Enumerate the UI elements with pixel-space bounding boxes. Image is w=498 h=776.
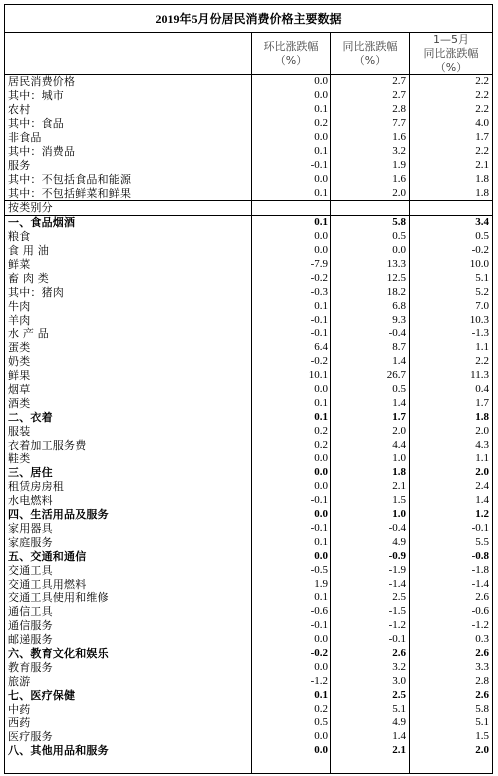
row-ytd-value: 0.3 [475, 633, 489, 646]
table-row [5, 244, 492, 258]
row-yoy-value: 5.8 [392, 216, 406, 229]
row-label: 鲜菜 [8, 258, 31, 272]
header-mom-line2: （%） [274, 53, 308, 67]
table-row [5, 452, 492, 466]
row-ytd-value: 10.3 [469, 313, 489, 326]
row-label: 服装 [8, 424, 31, 438]
row-yoy-value: 1.9 [392, 158, 406, 171]
row-mom-value: 0.0 [314, 131, 328, 143]
table-row [5, 299, 492, 313]
row-label: 鲜果 [8, 369, 31, 383]
table-row [5, 285, 492, 299]
row-label: 交通工具 [8, 563, 53, 577]
row-label: 七、医疗保健 [8, 688, 76, 702]
table-row [5, 144, 492, 158]
row-yoy-value: -0.4 [388, 521, 406, 534]
row-label: 通信工具 [8, 605, 53, 619]
row-label: 教育服务 [8, 660, 53, 674]
row-mom-value: -0.1 [310, 313, 328, 326]
row-mom-value: 0.0 [314, 633, 328, 646]
row-label: 蛋类 [8, 341, 31, 355]
row-label: 农村 [8, 103, 31, 117]
row-yoy-value: -0.4 [388, 327, 406, 340]
row-mom-value: -0.1 [310, 158, 328, 171]
row-mom-value: 0.0 [314, 172, 328, 185]
row-mom-value: -1.2 [310, 674, 328, 687]
row-yoy-value: 0.5 [392, 383, 406, 396]
table-row [5, 186, 492, 200]
row-ytd-value: 5.1 [475, 271, 489, 284]
row-ytd-value: 1.1 [475, 452, 489, 465]
table-row [5, 716, 492, 730]
row-label: 通信服务 [8, 619, 53, 633]
row-mom-value: -0.1 [310, 494, 328, 507]
row-label: 羊肉 [8, 313, 31, 327]
row-mom-value: -0.1 [310, 521, 328, 534]
row-label: 非食品 [8, 131, 42, 144]
row-yoy-value: 1.6 [392, 172, 406, 185]
row-mom-value: 0.2 [314, 424, 328, 437]
row-ytd-value: 1.7 [475, 396, 489, 409]
row-ytd-value: 5.5 [475, 535, 489, 548]
row-ytd-value: -1.3 [471, 327, 489, 340]
row-ytd-value: 2.0 [475, 744, 489, 757]
row-mom-value: 0.1 [314, 688, 328, 701]
row-ytd-value: -1.2 [471, 619, 489, 632]
row-mom-value: 0.0 [314, 730, 328, 743]
row-mom-value: -0.3 [310, 285, 328, 298]
row-ytd-value: -0.6 [471, 605, 489, 618]
row-mom-value: -0.6 [310, 605, 328, 618]
table-row [5, 383, 492, 397]
table-row [5, 466, 492, 480]
row-yoy-value: 7.7 [392, 117, 406, 130]
table-row [5, 341, 492, 355]
row-yoy-value: 3.2 [392, 660, 406, 673]
row-mom-value: 0.0 [314, 89, 328, 102]
row-label: 医疗服务 [8, 730, 53, 744]
row-mom-value: 0.0 [314, 549, 328, 562]
row-yoy-value: 1.4 [392, 355, 406, 368]
header-yoy-line1: 同比涨跌幅 [342, 39, 398, 53]
row-mom-value: 0.0 [314, 660, 328, 673]
row-label: 六、教育文化和娱乐 [8, 646, 109, 660]
table-row [5, 508, 492, 522]
row-mom-value: 0.2 [314, 702, 328, 715]
row-mom-value: 0.1 [314, 299, 328, 312]
table-row [5, 396, 492, 410]
table-row [5, 563, 492, 577]
row-yoy-value: 6.8 [392, 299, 406, 312]
row-label: 服务 [8, 158, 31, 172]
row-ytd-value: 5.2 [475, 285, 489, 298]
row-mom-value: 0.0 [314, 508, 328, 521]
row-yoy-value: 1.4 [392, 396, 406, 409]
row-label: 其中：不包括食品和能源 [8, 172, 132, 186]
row-ytd-value: -1.4 [471, 577, 489, 590]
header-yoy-line2: （%） [353, 53, 387, 67]
data-table [5, 75, 492, 758]
row-ytd-value: 1.4 [475, 494, 489, 507]
row-ytd-value: -0.8 [471, 549, 489, 562]
header-ytd-line2: 同比涨跌幅 [423, 46, 479, 60]
table-row [5, 702, 492, 716]
row-mom-value: 0.0 [314, 244, 328, 257]
table-row [5, 535, 492, 549]
table-row [5, 494, 492, 508]
row-label: 租赁房房租 [8, 480, 64, 494]
row-mom-value: -0.5 [310, 563, 328, 576]
table-row [5, 117, 492, 131]
row-yoy-value: 8.7 [392, 341, 406, 354]
table-row [5, 131, 492, 145]
row-yoy-value: 5.1 [392, 702, 406, 715]
row-mom-value: 0.1 [314, 535, 328, 548]
row-mom-value: 0.1 [314, 216, 328, 229]
row-ytd-value: 2.6 [475, 646, 489, 659]
table-row [5, 355, 492, 369]
row-label: 酒类 [8, 396, 31, 410]
row-label: 三、居住 [8, 466, 53, 480]
table-row [5, 577, 492, 591]
row-mom-value: 0.0 [314, 75, 328, 88]
row-mom-value: 0.0 [314, 744, 328, 757]
row-yoy-value: 1.8 [392, 466, 406, 479]
row-label: 其中：食品 [8, 117, 64, 131]
row-ytd-value: 5.8 [475, 702, 489, 715]
row-yoy-value: 26.7 [386, 369, 406, 382]
row-mom-value: 0.2 [314, 438, 328, 451]
row-label: 交通工具用燃料 [8, 577, 87, 591]
row-label: 牛肉 [8, 299, 31, 313]
row-ytd-value: 1.7 [475, 131, 489, 143]
row-yoy-value: 2.0 [330, 186, 409, 200]
row-label: 其中：不包括鲜菜和鲜果 [5, 186, 251, 200]
row-mom-value: 0.1 [314, 591, 328, 604]
row-yoy-value: 2.7 [392, 89, 406, 102]
row-label: 食 用 油 [8, 244, 49, 258]
row-mom-value: 0.0 [314, 383, 328, 396]
row-yoy-value: 1.5 [392, 494, 406, 507]
row-label: 五、交通和通信 [8, 549, 87, 563]
table-row [5, 633, 492, 647]
row-ytd-value: 5.1 [475, 716, 489, 729]
row-label: 中药 [8, 702, 31, 716]
row-ytd-value: 10.0 [469, 258, 489, 271]
row-ytd-value: 2.1 [475, 158, 489, 171]
row-label: 其中：城市 [8, 89, 64, 103]
row-mom-value: -0.1 [310, 619, 328, 632]
table-row [5, 647, 492, 661]
row-ytd-value: 1.1 [475, 341, 489, 354]
header-yoy [331, 33, 409, 74]
row-yoy-value: 2.0 [392, 424, 406, 437]
row-mom-value: -7.9 [310, 258, 328, 271]
row-yoy-value: 0.0 [392, 244, 406, 257]
row-ytd-value: 2.2 [475, 144, 489, 157]
row-yoy-value: 18.2 [386, 285, 406, 298]
row-ytd-value: 0.5 [475, 230, 489, 243]
table-row [5, 313, 492, 327]
row-yoy-value: 2.6 [392, 646, 406, 659]
row-yoy-value: 2.5 [392, 688, 406, 701]
row-mom-value: 10.1 [308, 369, 328, 382]
row-label: 旅游 [8, 674, 31, 688]
row-label: 鞋类 [8, 452, 31, 466]
row-mom-value: 0.1 [314, 410, 328, 423]
row-mom-value: 1.9 [314, 577, 328, 590]
row-yoy-value: 1.0 [392, 508, 406, 521]
row-yoy-value: 2.1 [392, 744, 406, 757]
row-mom-value: 0.0 [314, 480, 328, 493]
row-mom-value: 0.0 [314, 230, 328, 243]
row-ytd-value: -1.8 [471, 563, 489, 576]
row-ytd-value: 2.2 [475, 355, 489, 368]
row-yoy-value: 1.6 [392, 131, 406, 143]
row-label: 居民消费价格 [8, 75, 76, 89]
header-row [5, 33, 492, 75]
row-yoy-value: 3.2 [392, 144, 406, 157]
row-ytd-value: 1.8 [409, 186, 492, 200]
row-label: 邮递服务 [8, 633, 53, 647]
row-ytd-value: 2.4 [475, 480, 489, 493]
row-ytd-value: 2.2 [475, 89, 489, 102]
table-row [5, 730, 492, 744]
row-ytd-value: 1.2 [475, 508, 489, 521]
table-row [5, 258, 492, 272]
table-row [5, 619, 492, 633]
row-ytd-value: 2.8 [475, 674, 489, 687]
row-yoy-value: 13.3 [386, 258, 406, 271]
table-row [5, 410, 492, 424]
row-label: 其中：猪肉 [8, 285, 64, 299]
row-yoy-value [330, 201, 409, 216]
table-row [5, 172, 492, 186]
row-yoy-value: -1.4 [388, 577, 406, 590]
row-label: 四、生活用品及服务 [8, 508, 109, 522]
table-row [5, 480, 492, 494]
row-mom-value: 0.1 [251, 186, 330, 200]
row-label: 家用器具 [8, 521, 53, 535]
row-ytd-value: 1.8 [475, 410, 489, 423]
row-mom-value: 0.0 [314, 452, 328, 465]
row-ytd-value: 2.0 [475, 466, 489, 479]
row-mom-value: 0.2 [314, 117, 328, 130]
row-mom-value: 0.1 [314, 396, 328, 409]
row-yoy-value: -1.9 [388, 563, 406, 576]
row-yoy-value: -1.2 [388, 619, 406, 632]
row-label: 粮食 [8, 230, 31, 244]
row-yoy-value: 1.7 [392, 410, 406, 423]
row-ytd-value: 2.2 [475, 103, 489, 116]
row-yoy-value: 2.7 [392, 75, 406, 88]
row-mom-value: -0.1 [310, 327, 328, 340]
row-ytd-value: 1.8 [475, 172, 489, 185]
row-ytd-value [409, 201, 492, 216]
header-ytd [410, 33, 492, 74]
header-ytd-line3: （%） [434, 60, 468, 74]
row-yoy-value: 12.5 [386, 271, 406, 284]
row-ytd-value: 7.0 [475, 299, 489, 312]
row-yoy-value: 4.9 [392, 535, 406, 548]
row-ytd-value: 2.0 [475, 424, 489, 437]
row-label: 家庭服务 [8, 535, 53, 549]
table-row [5, 424, 492, 438]
table-row [5, 605, 492, 619]
table-row [5, 549, 492, 563]
row-mom-value: -0.2 [310, 271, 328, 284]
row-label: 奶类 [8, 355, 31, 369]
row-ytd-value: 4.0 [475, 117, 489, 130]
row-label: 畜 肉 类 [8, 271, 49, 285]
row-mom-value: 0.1 [314, 103, 328, 116]
row-label: 一、食品烟酒 [8, 216, 76, 230]
row-ytd-value: 4.3 [475, 438, 489, 451]
table-row [5, 271, 492, 285]
row-yoy-value: -1.5 [388, 605, 406, 618]
table-row [5, 438, 492, 452]
header-blank [5, 33, 251, 74]
table-row [5, 674, 492, 688]
row-mom-value: -0.2 [310, 646, 328, 659]
cpi-table [4, 4, 493, 774]
row-label: 八、其他用品和服务 [8, 744, 109, 758]
row-ytd-value: 11.3 [470, 369, 489, 382]
row-ytd-value: 3.4 [475, 216, 489, 229]
table-row [5, 744, 492, 758]
table-row [5, 89, 492, 103]
table-row [5, 591, 492, 605]
table-row [5, 230, 492, 244]
row-mom-value: 0.0 [314, 466, 328, 479]
table-row [5, 103, 492, 117]
row-yoy-value: -0.9 [388, 549, 406, 562]
row-yoy-value: 4.4 [392, 438, 406, 451]
table-row [5, 201, 492, 216]
row-mom-value [251, 201, 330, 216]
row-yoy-value: 1.4 [392, 730, 406, 743]
row-label: 交通工具使用和维修 [8, 591, 109, 605]
row-ytd-value: 3.3 [475, 660, 489, 673]
header-mom-line1: 环比涨跌幅 [263, 39, 319, 53]
row-ytd-value: 2.2 [475, 75, 489, 88]
row-yoy-value: 9.3 [392, 313, 406, 326]
row-mom-value: 0.5 [314, 716, 328, 729]
row-yoy-value: 2.8 [392, 103, 406, 116]
row-label: 水电燃料 [8, 494, 53, 508]
row-ytd-value: -0.2 [471, 244, 489, 257]
table-row [5, 522, 492, 536]
table-title: 2019年5月份居民消费价格主要数据 [5, 5, 492, 33]
table-row [5, 660, 492, 674]
header-mom [252, 33, 330, 74]
row-label: 水 产 品 [8, 327, 49, 341]
row-yoy-value: 1.0 [392, 452, 406, 465]
row-ytd-value: 1.5 [475, 730, 489, 743]
row-yoy-value: 4.9 [392, 716, 406, 729]
table-row [5, 215, 492, 229]
row-yoy-value: 0.5 [392, 230, 406, 243]
table-row [5, 75, 492, 89]
table-row [5, 688, 492, 702]
table-row [5, 327, 492, 341]
header-ytd-line1: 1—5月 [433, 32, 469, 46]
row-label: 西药 [8, 716, 31, 730]
row-yoy-value: 2.1 [392, 480, 406, 493]
row-ytd-value: 0.4 [475, 383, 489, 396]
row-label: 衣着加工服务费 [8, 438, 87, 452]
table-row [5, 369, 492, 383]
row-ytd-value: 2.6 [475, 688, 489, 701]
row-label: 按类别分 [5, 201, 251, 216]
row-ytd-value: 2.6 [475, 591, 489, 604]
row-label: 二、衣着 [8, 410, 53, 424]
row-mom-value: 0.1 [314, 144, 328, 157]
row-yoy-value: 2.5 [392, 591, 406, 604]
row-yoy-value: 3.0 [392, 674, 406, 687]
table-row [5, 158, 492, 172]
row-mom-value: 6.4 [314, 341, 328, 354]
table-body [5, 75, 492, 758]
row-label: 其中：消费品 [8, 144, 76, 158]
row-ytd-value: -0.1 [471, 521, 489, 534]
row-mom-value: -0.2 [310, 355, 328, 368]
row-label: 烟草 [8, 383, 31, 397]
row-yoy-value: -0.1 [388, 633, 406, 646]
